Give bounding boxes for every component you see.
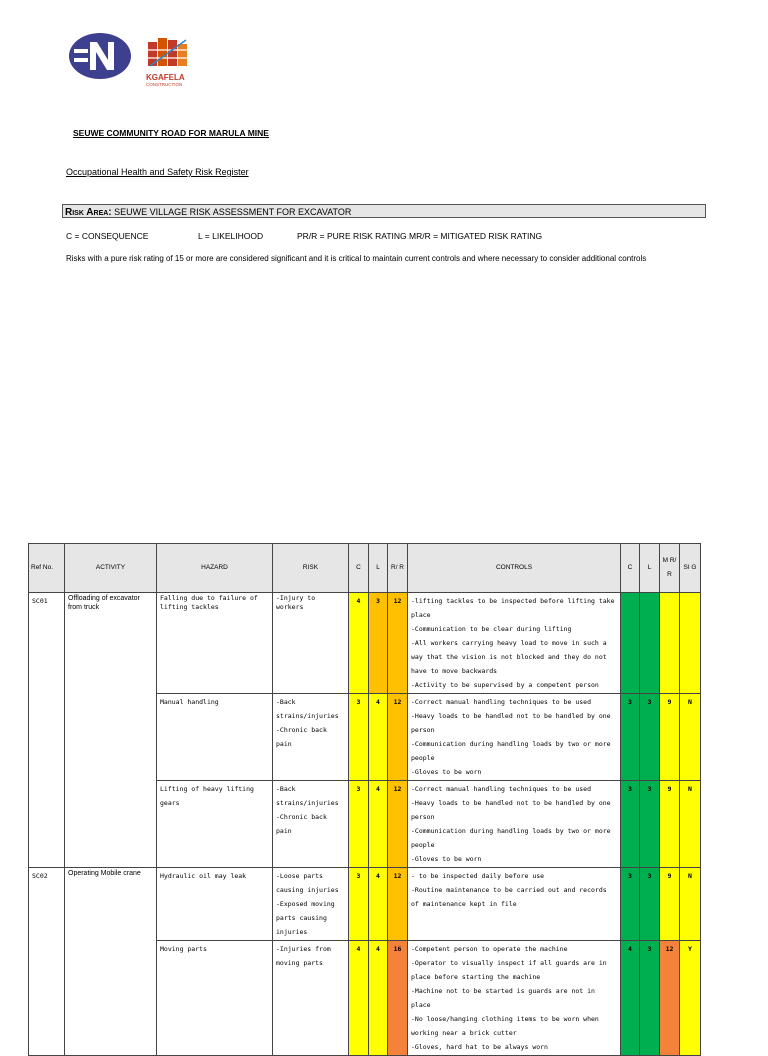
l-cell: 4 <box>369 694 388 781</box>
legend-consequence: C = CONSEQUENCE <box>66 231 149 241</box>
sig-cell <box>680 593 701 694</box>
rr-cell: 12 <box>388 694 408 781</box>
controls-cell <box>408 694 621 781</box>
sig-cell: Y <box>680 941 701 1056</box>
rr-cell: 12 <box>388 593 408 694</box>
header-c2: C <box>621 544 640 593</box>
control-item: -No loose/hanging clothing items to be worn when working near a brick cutter <box>411 1015 599 1037</box>
table-row <box>29 868 701 941</box>
control-item: -Operator to visually inspect if all guards are in place before starting the machine <box>411 959 607 981</box>
ref-cell: SC02 <box>29 868 65 1056</box>
c2-cell: 3 <box>621 694 640 781</box>
c-cell: 3 <box>349 781 369 868</box>
l-cell: 3 <box>369 593 388 694</box>
c-cell: 3 <box>349 694 369 781</box>
activity-cell: Offloading of excavator from truck <box>65 593 157 868</box>
sig-cell: N <box>680 781 701 868</box>
rr-cell: 16 <box>388 941 408 1056</box>
hazard-cell: Lifting of heavy lifting gears <box>157 781 273 868</box>
risk-cell: -Loose parts causing injuries -Exposed moving parts causing injuries <box>273 868 349 941</box>
table-header-row <box>29 544 701 593</box>
table-row <box>29 593 701 694</box>
control-item: -Routine maintenance to be carried out and records of maintenance kept in file <box>411 886 607 908</box>
hazard-cell: Hydraulic oil may leak <box>157 868 273 941</box>
kgafela-logo <box>142 36 200 87</box>
l2-cell: 3 <box>640 868 660 941</box>
c2-cell: 4 <box>621 941 640 1056</box>
risk-register-table <box>28 543 701 1056</box>
header-risk: RISK <box>273 544 349 593</box>
control-item: -Heavy loads to be handled not to be handled by one person <box>411 799 611 821</box>
c-cell: 4 <box>349 941 369 1056</box>
l-cell: 4 <box>369 781 388 868</box>
c2-cell <box>621 593 640 694</box>
controls-cell <box>408 593 621 694</box>
header-l: L <box>369 544 388 593</box>
logo-text: KGAFELA <box>146 73 185 82</box>
header-mrr: M R/ R <box>660 544 680 593</box>
legend-likelihood: L = LIKELIHOOD <box>198 231 264 241</box>
controls-cell <box>408 781 621 868</box>
risk-cell: -Back strains/injuries -Chronic back pain <box>273 781 349 868</box>
controls-cell <box>408 941 621 1056</box>
control-item: -lifting tackles to be inspected before lifting take place <box>411 597 615 619</box>
l2-cell: 3 <box>640 694 660 781</box>
c2-cell: 3 <box>621 868 640 941</box>
control-item: -Gloves to be worn <box>411 768 482 776</box>
header-controls: CONTROLS <box>408 544 621 593</box>
mrr-cell: 9 <box>660 868 680 941</box>
control-item: -Gloves to be worn <box>411 855 482 863</box>
control-item: -Activity to be supervised by a competent person <box>411 681 599 689</box>
mrr-cell: 9 <box>660 781 680 868</box>
risk-area-label: Risk Area: <box>65 207 112 218</box>
control-item: -Heavy loads to be handled not to be handled by one person <box>411 712 611 734</box>
controls-cell <box>408 868 621 941</box>
control-item: -Communication during handling loads by two or more people <box>411 740 611 762</box>
l-cell: 4 <box>369 868 388 941</box>
company-logo-n <box>68 32 132 80</box>
mrr-cell: 9 <box>660 694 680 781</box>
mrr-cell <box>660 593 680 694</box>
sig-cell: N <box>680 868 701 941</box>
hazard-cell: Falling due to failure of lifting tackles <box>157 593 273 694</box>
risk-cell: -Injuries from moving parts <box>273 941 349 1056</box>
header-ref: Ref No. <box>29 544 65 593</box>
l2-cell: 3 <box>640 781 660 868</box>
activity-cell: Operating Mobile crane <box>65 868 157 1056</box>
control-item: -Gloves, hard hat to be always worn <box>411 1043 548 1051</box>
c2-cell: 3 <box>621 781 640 868</box>
legend-ratings: PR/R = PURE RISK RATING MR/R = MITIGATED RISK RATING <box>297 231 543 241</box>
control-item: -Communication during handling loads by two or more people <box>411 827 611 849</box>
header-rr: R/ R <box>388 544 408 593</box>
risk-area-bar <box>62 204 706 218</box>
document-subtitle: Occupational Health and Safety Risk Register <box>66 167 249 177</box>
l-cell: 4 <box>369 941 388 1056</box>
control-item: -Competent person to operate the machine <box>411 945 568 953</box>
risk-cell: -Injury to workers <box>273 593 349 694</box>
kgafela-logo-mark-icon <box>142 36 200 68</box>
rr-cell: 12 <box>388 868 408 941</box>
control-item: -Machine not to be started is guards are not in place <box>411 987 595 1009</box>
document-title: SEUWE COMMUNITY ROAD FOR MARULA MINE <box>73 128 269 138</box>
control-item: -Correct manual handling techniques to be used <box>411 698 592 706</box>
control-item: - to be inspected daily before use <box>411 872 545 880</box>
header-c: C <box>349 544 369 593</box>
c-cell: 3 <box>349 868 369 941</box>
control-item: -Communication to be clear during lifting <box>411 625 572 633</box>
header-l2: L <box>640 544 660 593</box>
c-cell: 4 <box>349 593 369 694</box>
hazard-cell: Manual handling <box>157 694 273 781</box>
ref-cell: SC01 <box>29 593 65 868</box>
sig-cell: N <box>680 694 701 781</box>
control-item: -All workers carrying heavy load to move in such a way that the vision is not blocked and they do not have to move backwards <box>411 639 607 675</box>
header-hazard: HAZARD <box>157 544 273 593</box>
significance-note: Risks with a pure risk rating of 15 or more are considered significant and it is critical to maintain current controls and where necessary to consider additional controls <box>66 254 647 263</box>
logo-subtext: CONSTRUCTION <box>146 82 183 87</box>
rr-cell: 12 <box>388 781 408 868</box>
l2-cell: 3 <box>640 941 660 1056</box>
hazard-cell: Moving parts <box>157 941 273 1056</box>
header-sig: SI G <box>680 544 701 593</box>
mrr-cell: 12 <box>660 941 680 1056</box>
control-item: -Correct manual handling techniques to be used <box>411 785 592 793</box>
l2-cell <box>640 593 660 694</box>
header-activity: ACTIVITY <box>65 544 157 593</box>
risk-area-value: SEUWE VILLAGE RISK ASSESSMENT FOR EXCAVATOR <box>114 207 352 217</box>
risk-cell: -Back strains/injuries -Chronic back pain <box>273 694 349 781</box>
